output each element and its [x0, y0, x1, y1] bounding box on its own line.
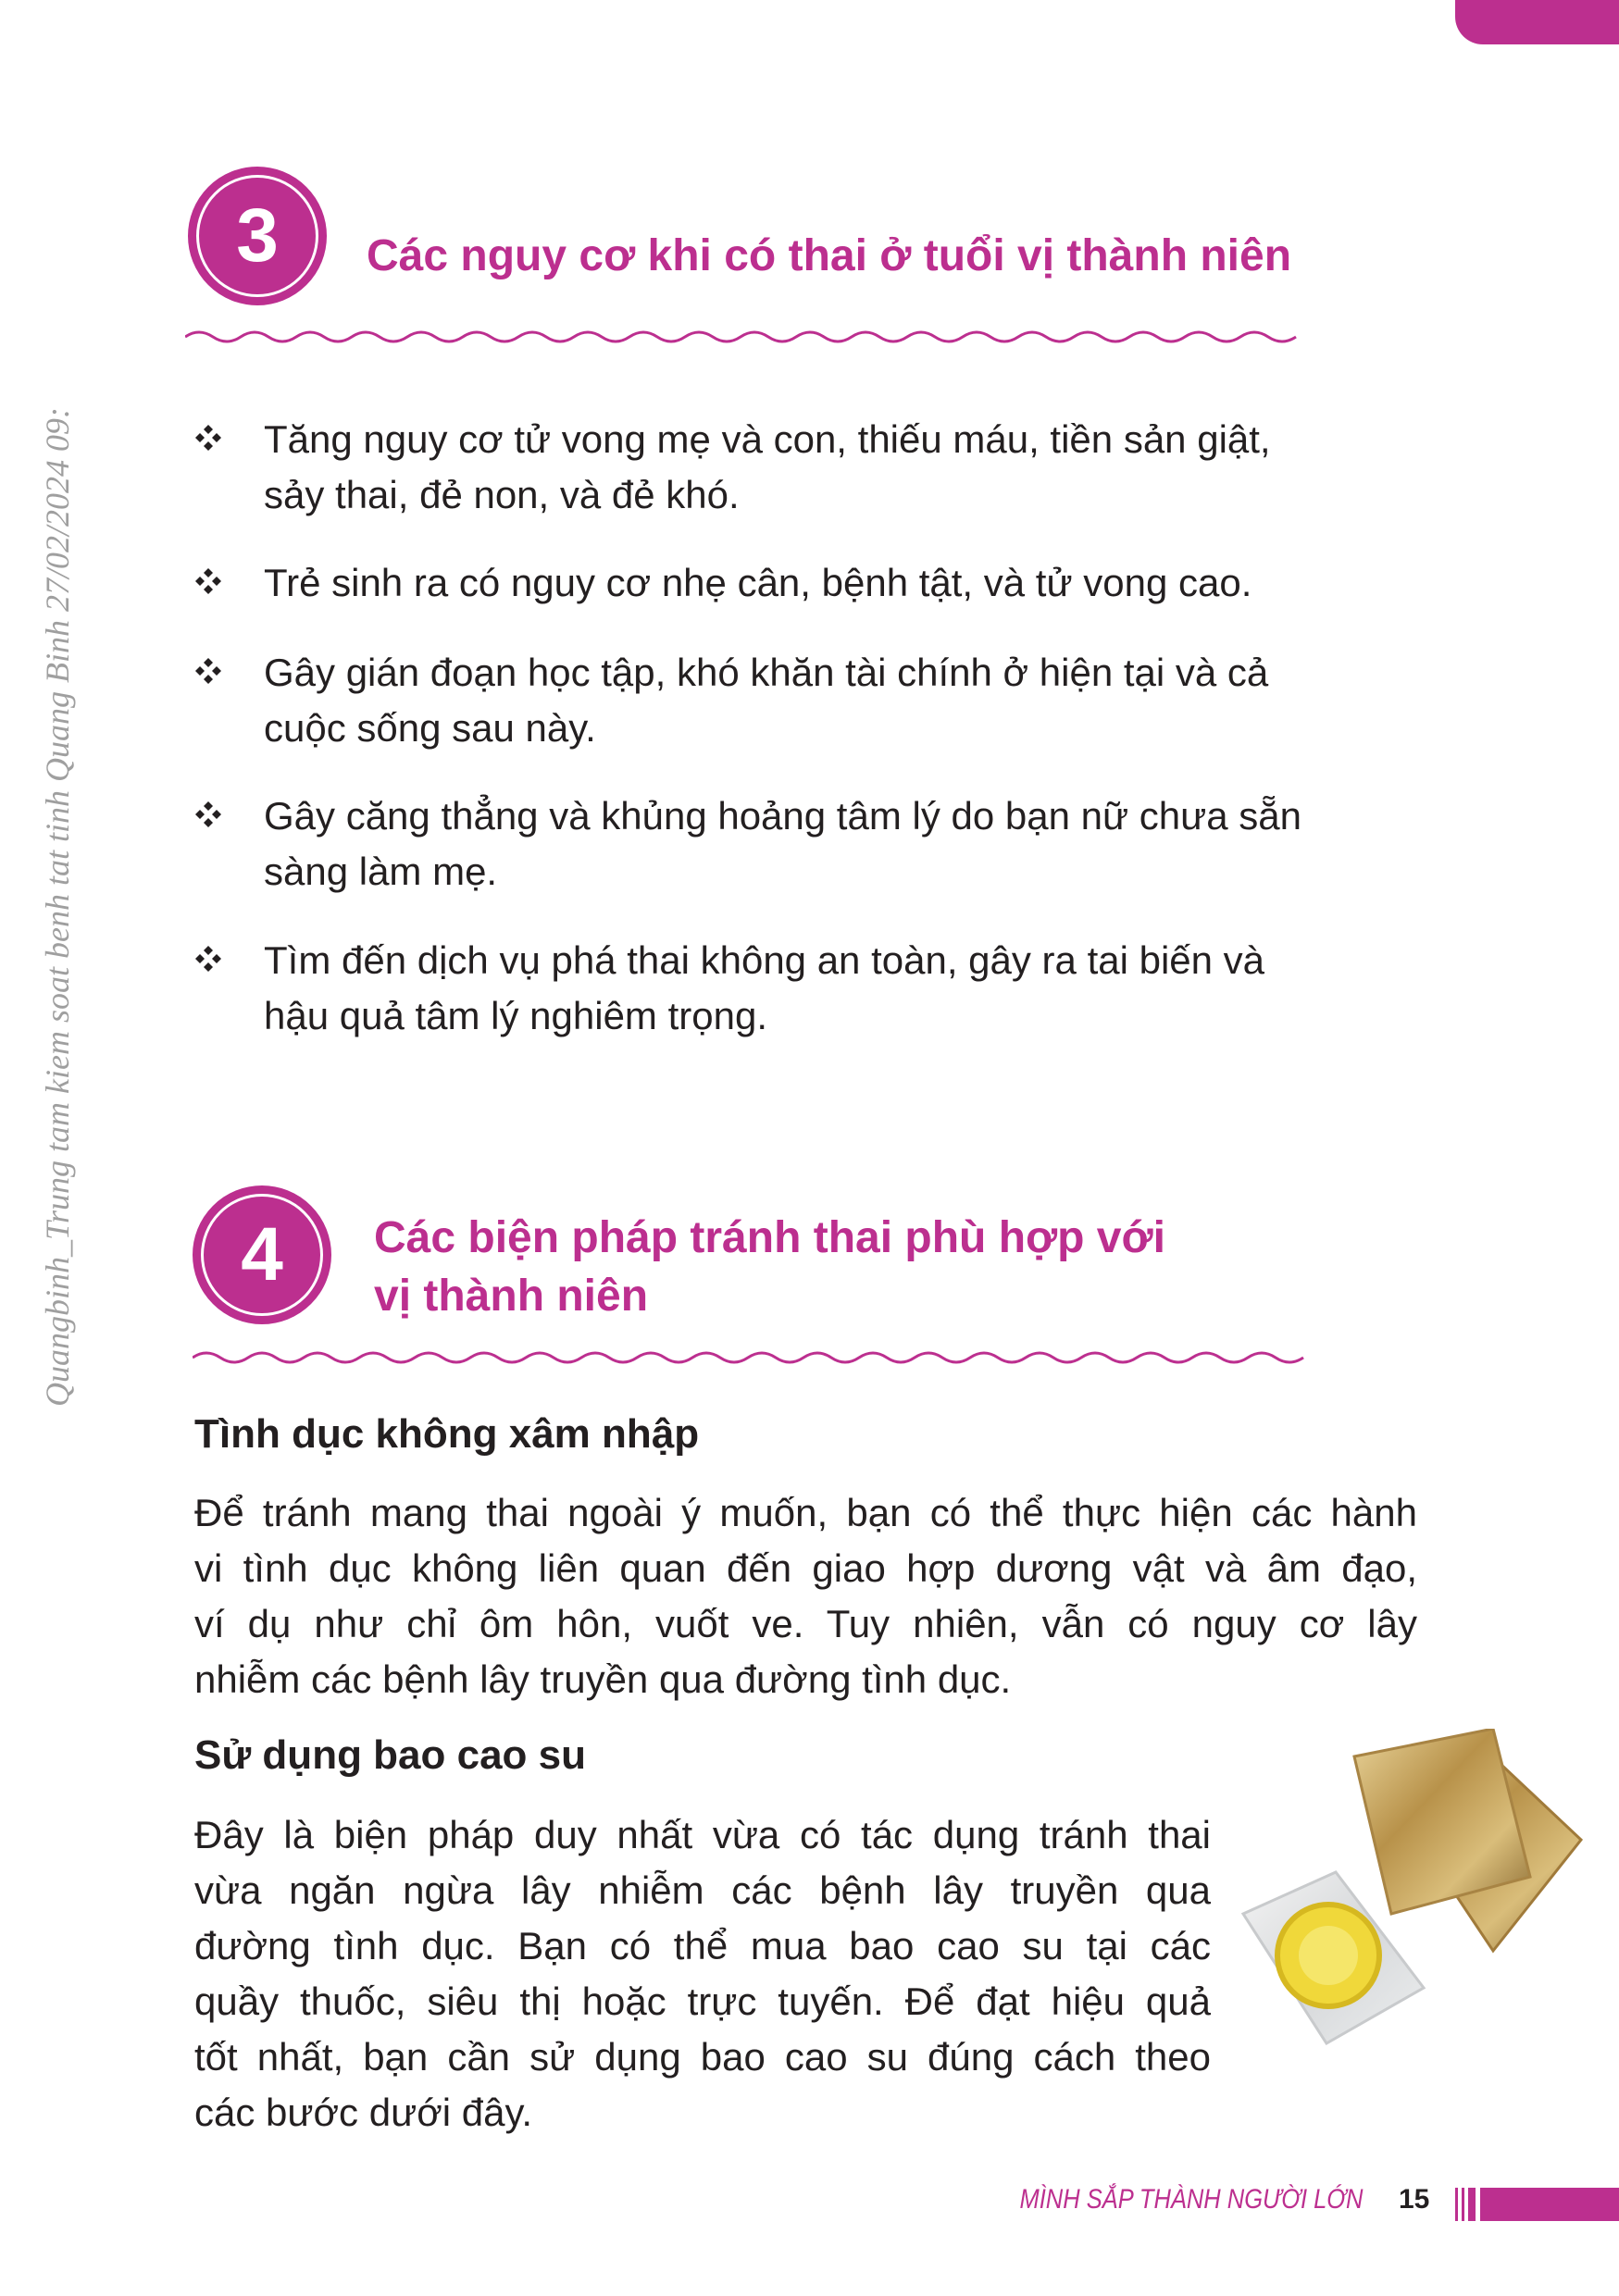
paragraph — [194, 1485, 1417, 1707]
section-number: 3 — [236, 193, 279, 278]
footer-bar — [1455, 2188, 1619, 2221]
text-line: vừa ngăn ngừa lây nhiễm các bệnh lây truyền qua — [194, 1868, 1211, 1912]
section-number-badge — [188, 167, 327, 305]
text-line: Đây là biện pháp duy nhất vừa có tác dụng tránh thai — [194, 1813, 1211, 1856]
wavy-divider — [193, 1347, 1317, 1369]
text-line: các bước dưới đây. — [194, 2091, 532, 2134]
diamond-bullet-icon — [190, 419, 227, 456]
list-item — [190, 412, 1421, 523]
section-title — [374, 1209, 1165, 1325]
text-line: vi tình dục không liên quan đến giao hợp dương vật và âm đạo, — [194, 1546, 1417, 1590]
text-line: tốt nhất, bạn cần sử dụng bao cao su đúng cách theo — [194, 2035, 1211, 2079]
page-number: 15 — [1399, 2184, 1430, 2215]
title-line: vị thành niên — [374, 1272, 649, 1321]
text-line: cuộc sống sau này. — [264, 706, 596, 750]
text-line: sàng làm mẹ. — [264, 850, 498, 893]
text-line: Gây gián đoạn học tập, khó khăn tài chính ở hiện tại và cả — [264, 651, 1269, 694]
subheading: Tình dục không xâm nhập — [194, 1411, 700, 1457]
section-number: 4 — [241, 1212, 283, 1297]
condom-packets-image — [1225, 1729, 1586, 2080]
list-item — [190, 645, 1421, 756]
corner-tab — [1455, 0, 1619, 44]
text-line: Trẻ sinh ra có nguy cơ nhẹ cân, bệnh tật, và tử vong cao. — [264, 561, 1252, 604]
diamond-bullet-icon — [190, 940, 227, 977]
text-line: sảy thai, đẻ non, và đẻ khó. — [264, 473, 740, 516]
wavy-divider — [185, 326, 1310, 348]
section-number-badge — [193, 1185, 331, 1324]
paragraph — [194, 1807, 1211, 2141]
list-item — [190, 788, 1421, 900]
watermark: Quangbinh_Trung tam kiem soat benh tat tinh Quang Binh 27/02/2024 09: — [39, 407, 76, 1407]
text-line: Tăng nguy cơ tử vong mẹ và con, thiếu máu, tiền sản giật, — [264, 417, 1271, 461]
text-line: Gây căng thẳng và khủng hoảng tâm lý do bạn nữ chưa sẵn — [264, 794, 1301, 838]
diamond-bullet-icon — [190, 796, 227, 833]
text-line: Tìm đến dịch vụ phá thai không an toàn, gây ra tai biến và — [264, 938, 1265, 982]
text-line: ví dụ như chỉ ôm hôn, vuốt ve. Tuy nhiên, vẫn có nguy cơ lây — [194, 1602, 1417, 1645]
text-line: Để tránh mang thai ngoài ý muốn, bạn có thể thực hiện các hành — [194, 1491, 1417, 1534]
list-item — [190, 933, 1421, 1044]
text-line: quầy thuốc, siêu thị hoặc trực tuyến. Để đạt hiệu quả — [194, 1980, 1211, 2023]
section-title: Các nguy cơ khi có thai ở tuổi vị thành niên — [367, 231, 1292, 280]
text-line: hậu quả tâm lý nghiêm trọng. — [264, 994, 767, 1037]
list-item — [190, 555, 1421, 611]
subheading: Sử dụng bao cao su — [194, 1732, 587, 1778]
diamond-bullet-icon — [190, 563, 227, 600]
book-title: MÌNH SẮP THÀNH NGƯỜI LỚN — [1019, 2184, 1363, 2215]
text-line: nhiễm các bệnh lây truyền qua đường tình dục. — [194, 1657, 1012, 1701]
title-line: Các biện pháp tránh thai phù hợp với — [374, 1213, 1165, 1262]
text-line: đường tình dục. Bạn có thể mua bao cao su tại các — [194, 1924, 1211, 1967]
diamond-bullet-icon — [190, 652, 227, 689]
